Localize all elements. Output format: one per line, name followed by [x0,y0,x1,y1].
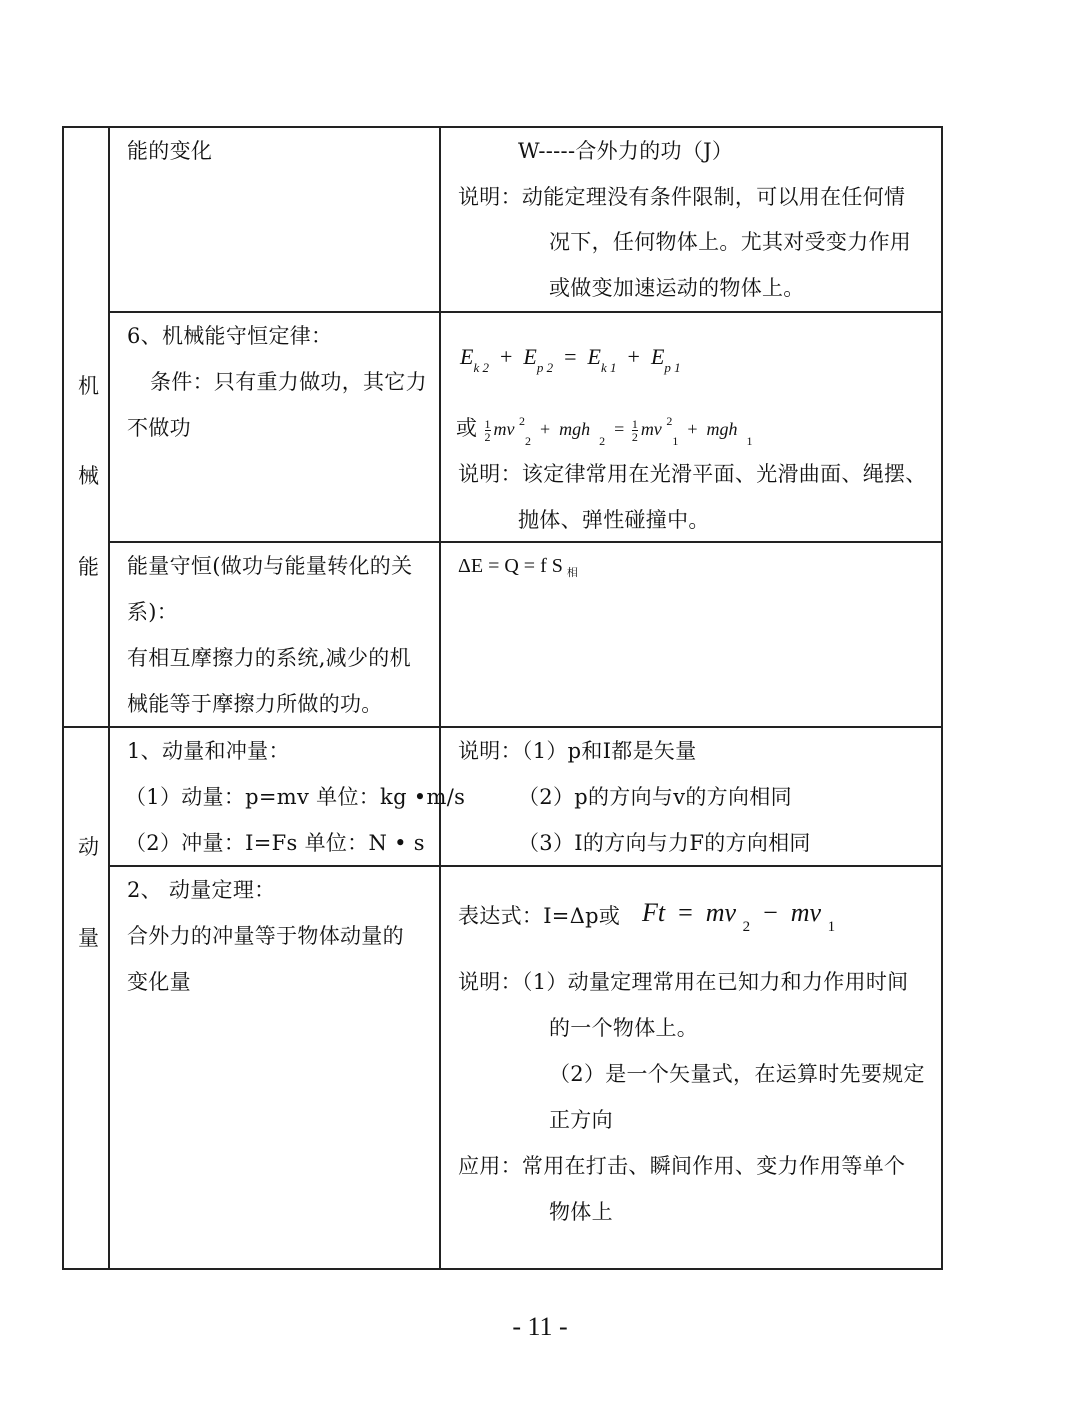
operator: + [540,419,551,439]
subscript: 1 [827,919,836,935]
condition-line: 条件：只有重力做功，其它力 [150,370,427,394]
operator: − [763,898,778,927]
conservation-equation [460,344,681,375]
application-line: 应用：常用在打击、瞬间作用、变力作用等单个 [458,1154,906,1178]
row-title: 6、机械能守恒定律： [127,324,333,348]
symbol-e: E [587,344,601,369]
table-left-border [62,126,64,1270]
denominator: 2 [484,430,491,445]
mv-term: mv [790,898,822,927]
subscript: p 1 [664,360,681,375]
explanation-line: 抛体、弹性碰撞中。 [518,508,710,532]
description-line: 变化量 [127,970,191,994]
explanation-line: 说明：该定律常用在光滑平面、光滑曲面、绳摆、 [458,462,927,486]
explanation-line: 说明：（1）p和I都是矢量 [458,739,697,763]
mgh-term: mgh [706,419,738,439]
superscript: 2 [666,414,673,428]
subscript: k 2 [473,360,489,375]
symbol-e: E [460,344,474,369]
numerator: 1 [484,417,491,432]
numerator: 1 [631,417,638,432]
superscript: 2 [519,414,525,428]
mv-term: mv [705,898,737,927]
subscript: 2 [525,434,531,448]
page-number: - 11 - [512,1312,568,1341]
explanation-line: 况下，任何物体上。尤其对受变力作用 [549,230,912,254]
operator: + [687,419,698,439]
subscript: 1 [672,434,679,448]
operator: + [627,344,640,369]
column-divider [439,126,441,1270]
description-line: 有相互摩擦力的系统,减少的机 [127,646,411,670]
condition-line: 不做功 [127,416,191,440]
row-title: 1、动量和冲量： [127,739,290,763]
mv-term: mv [640,419,662,439]
explanation-line: （3）I的方向与力F的方向相同 [518,831,811,855]
category-char: 机 [78,374,99,398]
row-title: 2、 动量定理： [127,878,276,902]
operator: = [614,419,625,439]
category-char: 量 [78,926,99,950]
explanation-line: 说明：（1）动量定理常用在已知力和力作用时间 [458,970,909,994]
formula-subscript: 相 [566,566,578,579]
explanation-line: （2）是一个矢量式，在运算时先要规定 [549,1062,925,1086]
ft-term: Ft [642,898,666,927]
row-title-cont: 系)： [127,600,179,624]
or-label: 或 [456,416,477,440]
table-bottom-border [62,1268,943,1270]
momentum-equation [642,898,836,935]
description-line: 械能等于摩擦力所做的功。 [127,692,383,716]
subscript: p 2 [536,360,554,375]
category-char: 能 [78,555,99,579]
explanation-line: 说明：动能定理没有条件限制，可以用在任何情 [458,185,906,209]
row-title: 能量守恒(做功与能量转化的关 [127,554,413,578]
subscript: 2 [599,434,606,448]
definition-line: （2）冲量：I=Fs 单位：N • s [125,831,425,855]
operator: + [499,344,513,369]
mv-term: mv [493,419,515,439]
fraction-half [632,418,638,443]
application-line: 物体上 [549,1200,613,1224]
column-divider [108,126,110,1270]
mgh-term: mgh [559,419,591,439]
table-right-border [941,126,943,1270]
explanation-line: （2）p的方向与v的方向相同 [518,785,792,809]
work-note: W-----合外力的功（J） [518,139,734,163]
conservation-equation-expanded [456,412,753,448]
subscript: k 1 [600,360,617,375]
operator: = [564,344,577,369]
formula-text: ΔE = Q = f S [458,555,563,577]
explanation-line: 正方向 [549,1108,613,1132]
denominator: 2 [631,430,638,445]
symbol-e: E [523,344,537,369]
subscript: 1 [746,434,753,448]
explanation-line: 或做变加速运动的物体上。 [549,276,805,300]
row-title: 能的变化 [127,139,213,163]
category-char: 动 [78,835,99,859]
explanation-line: 的一个物体上。 [549,1016,699,1040]
subscript: 2 [742,919,751,935]
category-char: 械 [78,464,99,488]
energy-formula [458,555,578,578]
definition-line: （1）动量：p=mv 单位：kg •m/s [125,785,466,809]
expression-label: 表达式：I=Δp或 [458,904,621,928]
fraction-half [485,418,491,443]
description-line: 合外力的冲量等于物体动量的 [127,924,404,948]
operator: = [678,898,693,927]
symbol-e: E [650,344,665,369]
